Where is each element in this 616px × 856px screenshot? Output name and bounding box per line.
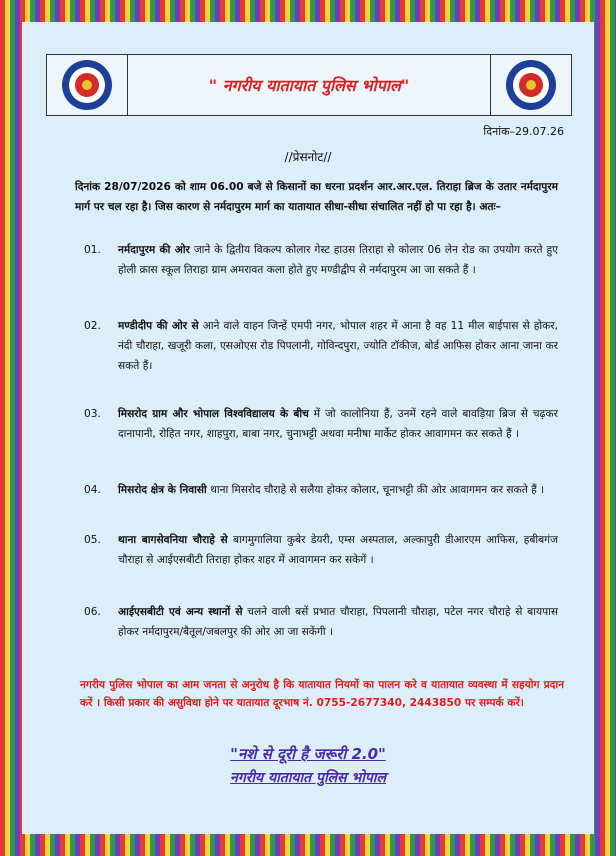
police-seal-icon bbox=[61, 59, 113, 111]
item-text bbox=[118, 602, 558, 642]
item-number: 02. bbox=[84, 320, 101, 332]
item-number: 05. bbox=[84, 534, 101, 546]
appeal-paragraph: नगरीय पुलिस भोपाल का आम जनता से अनुरोध है कि यातायात नियमों का पालन करे व यातायात व्यवस्था में सहयोग प्रदान करें । किसी प्रकार की असुविधा होने पर यातायात दूरभाष नं. 0755-2677340, 2443850 पर सम्पर्क करें। bbox=[80, 679, 564, 709]
item-text bbox=[118, 480, 558, 500]
press-note-heading: //प्रेसनोट// bbox=[284, 150, 332, 164]
item-number: 03. bbox=[84, 408, 101, 420]
list-item bbox=[84, 316, 558, 376]
item-text bbox=[118, 404, 558, 444]
item-rest: आने वाले वाहन जिन्हें एमपी नगर, भोपाल शहर में आना है वह 11 मील बाईपास से होकर, नंदी चौराहा, खजूरी कला, एसओएस रोड पिपलानी, गोविन्दपुरा, ज्योति टॉकीज, बोर्ड आफिस होकर आना जाना कर सकते हैं। bbox=[118, 320, 558, 372]
item-rest: बागमुगालिया कुबेर डेयरी, एम्स अस्पताल, अल्कापुरी डीआरएम आफिस, हबीबगंज चौराहा से आईएसबीटी तिराहा होकर शहर में आवागमन कर सकेगें । bbox=[118, 534, 558, 566]
footer-text: नगरीय यातायात पुलिस भोपाल bbox=[230, 770, 386, 786]
title-cell bbox=[128, 55, 490, 115]
item-number: 06. bbox=[84, 606, 101, 618]
item-text bbox=[118, 316, 558, 376]
item-number: 01. bbox=[84, 244, 101, 256]
item-highlight: मण्डीदीप की ओर से bbox=[118, 320, 199, 332]
item-highlight: आईएसबीटी एवं अन्य स्थानों से bbox=[118, 606, 243, 618]
police-seal-icon bbox=[505, 59, 557, 111]
item-rest: जाने के द्वितीय विकल्प कोलार गेस्ट हाउस तिराहा से कोलार 06 लेन रोड का उपयोग करते हुए होली क्रास स्कूल तिराहा ग्राम अमरावत कला होते हुए मण्डीद्वीप से नर्मदापुरम आ जा सकते हैं । bbox=[118, 244, 559, 276]
item-highlight: नर्मदापुरम की ओर bbox=[118, 244, 190, 256]
item-rest: थाना मिसरोद चौराहे से सलैया होकर कोलार, चूनाभट्टी की ओर आवागमन कर सकते हैं । bbox=[206, 484, 545, 496]
footer-signature bbox=[0, 768, 616, 787]
item-highlight: मिसरोद क्षेत्र के निवासी bbox=[118, 484, 207, 496]
item-text bbox=[118, 530, 558, 570]
item-rest: चलने वाली बसें प्रभात चौराहा, पिपलानी चौराहा, पटेल नगर चौराहे से बायपास होकर नर्मदापुरम/बैतूल/जबलपुर की ओर आ जा सकेंगी । bbox=[118, 606, 559, 638]
list-item bbox=[84, 240, 558, 280]
item-rest: में जो कालोनिया हैं, उनमें रहने वाले बावड़िया ब्रिज से चढ़कर दानापानी, रोहित नगर, शाहपुरा, बाबा नगर, चुनाभट्टी अथवा मनीषा मार्केट होकर आवागमन कर सकते हैं । bbox=[118, 408, 558, 440]
item-number: 04. bbox=[84, 484, 101, 496]
header-title: " नगरीय यातायात पुलिस भोपाल" bbox=[208, 76, 410, 95]
slogan-text: "नशे से दूरी है जरूरी 2.0" bbox=[230, 745, 386, 763]
header-box bbox=[46, 54, 572, 116]
item-highlight: थाना बागसेवनिया चौराहे से bbox=[118, 534, 228, 546]
left-logo-cell bbox=[47, 55, 128, 115]
list-item bbox=[84, 404, 558, 444]
item-text bbox=[118, 240, 558, 280]
list-item bbox=[84, 480, 558, 500]
list-item bbox=[84, 602, 558, 642]
intro-paragraph: दिनांक 28/07/2026 को शाम 06.00 बजे से किसानों का धरना प्रदर्शन आर.आर.एल. तिराहा ब्रिज के उतार नर्मदापुरम मार्ग पर चल रहा है। जिस कारण से नर्मदापुरम मार्ग का यातायात सीधा-सीधा संचालित नहीं हो पा रहा है। अतः– bbox=[75, 181, 558, 213]
item-highlight: मिसरोद ग्राम और भोपाल विश्वविद्यालय के बीच bbox=[118, 408, 309, 420]
date-label: दिनांक–29.07.26 bbox=[483, 125, 564, 138]
right-logo-cell bbox=[490, 55, 571, 115]
slogan bbox=[0, 744, 616, 764]
list-item bbox=[84, 530, 558, 570]
